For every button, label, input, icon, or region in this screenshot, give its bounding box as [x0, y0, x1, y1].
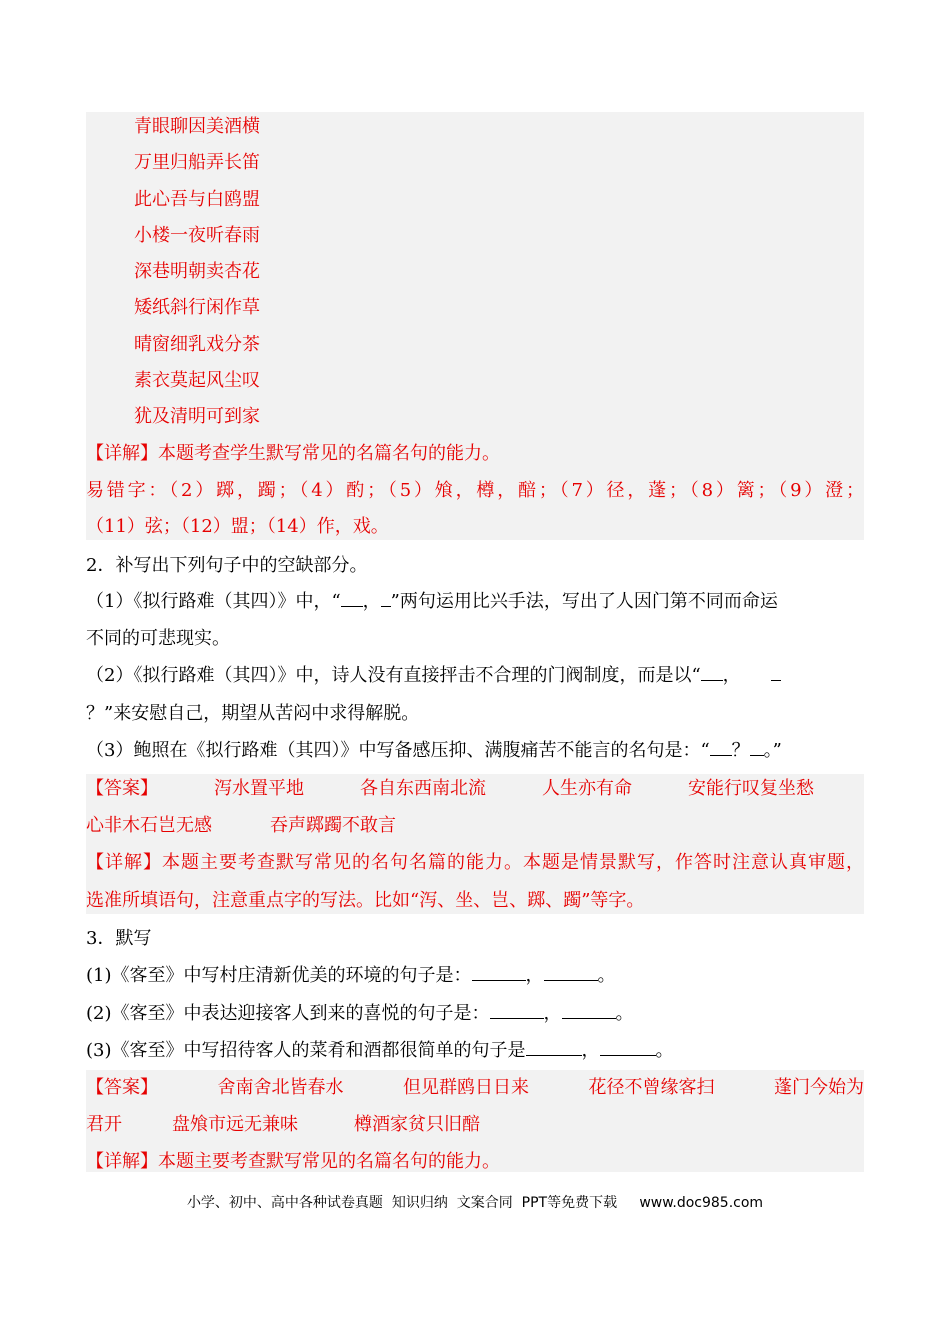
- answer-item: 泻水置平地: [214, 778, 304, 799]
- blank: [526, 1055, 582, 1056]
- answer-label: 【答案】: [86, 778, 158, 799]
- q2-item-3-text: （3）鲍照在《拟行路难（其四）》中写备感压抑、满腹痛苦不能言的名句是：“: [86, 740, 710, 761]
- q2-item-3-end: 。”: [763, 740, 782, 761]
- blank: [750, 755, 764, 756]
- q3-item-2-end: 。: [615, 1003, 634, 1024]
- blank: [710, 755, 732, 756]
- q3-answer-row: [86, 1076, 864, 1100]
- poem-line: 素衣莫起风尘叹: [134, 370, 260, 391]
- poem-line: 矮纸斜行闲作草: [134, 297, 260, 318]
- q1-error-chars-cont: （11）弦；（12）盟；（14）作，戏。: [86, 516, 389, 537]
- q3-answer-item: 樽酒家贫只旧醅: [354, 1114, 480, 1135]
- q3-answer-item: 盘飧市远无兼味: [172, 1114, 298, 1135]
- q3-item-1-end: 。: [597, 965, 616, 986]
- q3-item-3: [86, 1039, 674, 1063]
- q2-item-2: [86, 664, 781, 688]
- answer-item: 各自东西南北流: [360, 778, 486, 799]
- answer-item: 人生亦有命: [542, 778, 632, 799]
- q3-item-1: [86, 964, 616, 988]
- answer-shade-q1: [86, 112, 864, 540]
- poem-line: 此心吾与白鸥盟: [134, 189, 260, 210]
- blank: [381, 606, 391, 607]
- q3-item-1-sep: ，: [525, 965, 544, 986]
- answer-label: 【答案】: [86, 1077, 158, 1098]
- blank: [771, 680, 781, 681]
- q3-item-3-text: (3)《客至》中写招待客人的菜肴和酒都很简单的句子是: [86, 1040, 526, 1061]
- blank: [472, 980, 526, 981]
- poem-line: 深巷明朝卖杏花: [134, 261, 260, 282]
- q2-item-2-cont: ？”来安慰自己，期望从苦闷中求得解脱。: [86, 703, 420, 724]
- q3-answer-item: 君开: [86, 1114, 122, 1135]
- q3-item-2-sep: ，: [543, 1003, 562, 1024]
- q3-title: 3．默写: [86, 928, 152, 949]
- answer-item: 蓬门今始为: [774, 1077, 864, 1098]
- q2-item-1-sep: ，: [362, 591, 381, 612]
- answer-item: 舍南舍北皆春水: [217, 1077, 344, 1098]
- q2-item-2-text: （2）《拟行路难（其四）》中，诗人没有直接抨击不合理的门阀制度，而是以“: [86, 665, 701, 686]
- blank: [341, 606, 363, 607]
- q2-title: 2．补写出下列句子中的空缺部分。: [86, 555, 368, 576]
- q2-answer-row: [86, 777, 864, 801]
- blank: [562, 1018, 616, 1019]
- q2-item-3: [86, 739, 782, 763]
- q2-item-2-sep: ，: [722, 665, 741, 686]
- poem-line: 青眼聊因美酒横: [134, 116, 260, 137]
- page-footer: 小学、初中、高中各种试卷真题 知识归纳 文案合同 PPT等免费下载 www.doc985.com: [186, 1195, 764, 1211]
- blank: [701, 680, 723, 681]
- q3-item-2: [86, 1002, 634, 1026]
- q1-error-chars: 易错字：（2）踯，躅；（4）酌；（5）飧，樽，醅；（7）径，蓬；（8）篱；（9）澄；: [86, 480, 864, 501]
- blank: [490, 1018, 544, 1019]
- q2-answer-item: 心非木石岂无感: [86, 815, 212, 836]
- q2-item-1-cont: 不同的可悲现实。: [86, 628, 230, 649]
- q3-item-2-text: (2)《客至》中表达迎接客人到来的喜悦的句子是：: [86, 1003, 490, 1024]
- q2-item-1-text: （1）《拟行路难（其四）》中，“: [86, 591, 341, 612]
- q2-detail: 【详解】本题主要考查默写常见的名句名篇的能力。本题是情景默写，作答时注意认真审题，: [86, 852, 864, 873]
- q2-item-1-text-cont: ”两句运用比兴手法，写出了人因门第不同而命运: [390, 591, 778, 612]
- q2-detail-cont: 选准所填语句，注意重点字的写法。比如“泻、坐、岂、踯、躅”等字。: [86, 890, 645, 911]
- poem-line: 万里归船弄长笛: [134, 152, 260, 173]
- q2-answer-item: 吞声踯躅不敢言: [270, 815, 396, 836]
- q3-item-1-text: (1)《客至》中写村庄清新优美的环境的句子是：: [86, 965, 472, 986]
- answer-item: 安能行叹复坐愁: [688, 778, 814, 799]
- q1-detail: 【详解】本题考查学生默写常见的名篇名句的能力。: [86, 443, 500, 464]
- poem-line: 晴窗细乳戏分茶: [134, 334, 260, 355]
- poem-line: 小楼一夜听春雨: [134, 225, 260, 246]
- poem-line: 犹及清明可到家: [134, 406, 260, 427]
- q3-detail: 【详解】本题主要考查默写常见的名篇名句的能力。: [86, 1151, 500, 1172]
- answer-item: 花径不曾缘客扫: [588, 1077, 715, 1098]
- q3-item-3-end: 。: [655, 1040, 674, 1061]
- q2-item-3-sep: ？: [731, 740, 750, 761]
- blank: [600, 1055, 656, 1056]
- q2-item-1: [86, 590, 864, 614]
- q3-item-3-sep: ，: [581, 1040, 600, 1061]
- answer-item: 但见群鸥日日来: [403, 1077, 529, 1098]
- blank: [544, 980, 598, 981]
